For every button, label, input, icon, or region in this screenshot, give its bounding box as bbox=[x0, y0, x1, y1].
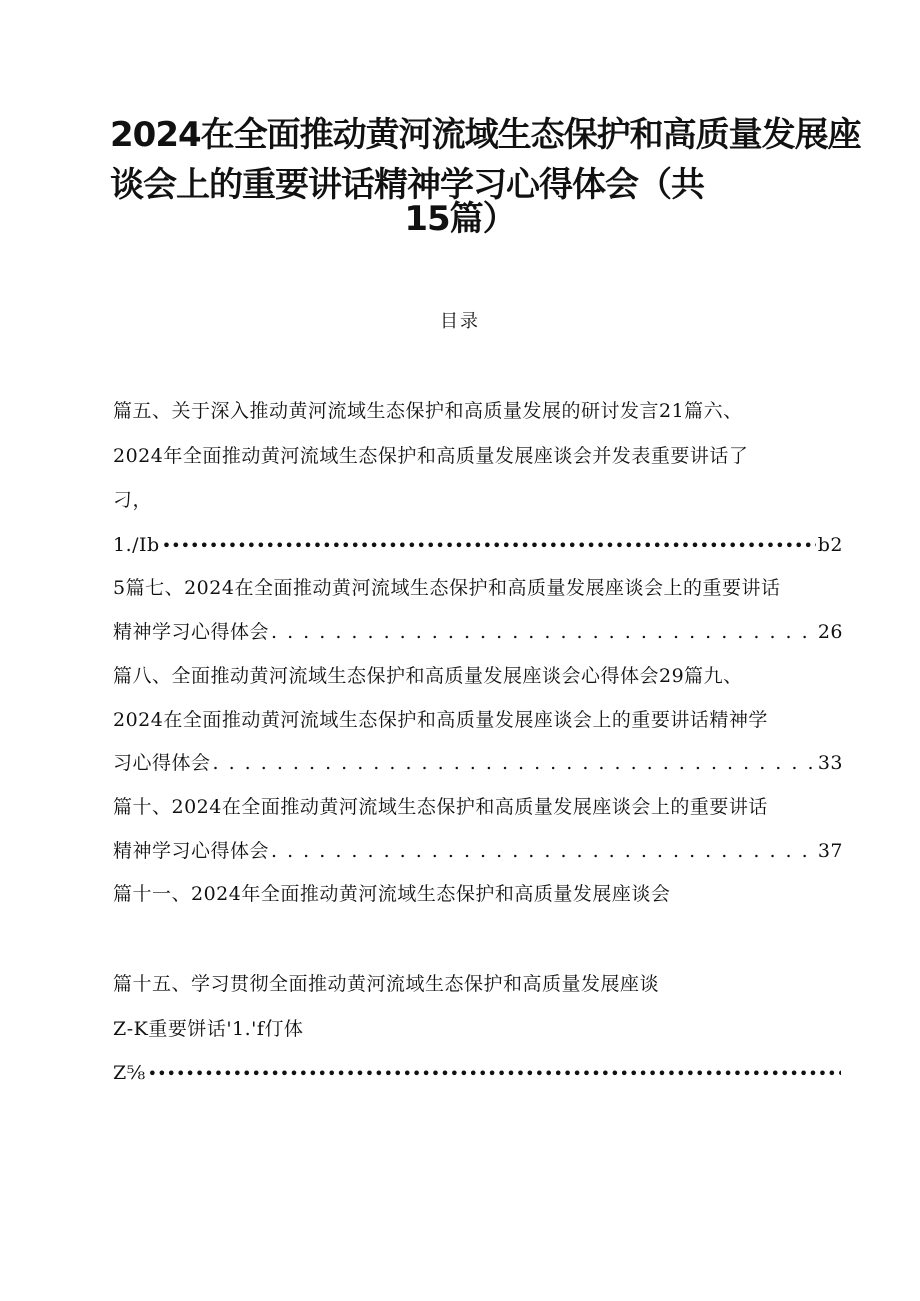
toc-line: Z-K重要饼话'1.'f仃体 bbox=[113, 1018, 304, 1040]
toc-entry-text: 习心得体会 bbox=[113, 752, 211, 774]
document-title-line-1: 2024在全面推动黄河流域生态保护和高质量发展座 bbox=[110, 115, 861, 155]
toc-entry-page: 26 bbox=[817, 621, 843, 643]
toc-entry-page: b2 bbox=[817, 534, 843, 556]
toc-leader-dots bbox=[271, 837, 816, 865]
toc-line: 篇五、关于深入推动黄河流域生态保护和高质量发展的研讨发言21篇六、 bbox=[113, 400, 743, 422]
toc-line: 2024年全面推动黄河流域生态保护和高质量发展座谈会并发表重要讲话了 bbox=[113, 445, 749, 467]
toc-entry-page: 33 bbox=[817, 752, 843, 774]
toc-entry bbox=[113, 618, 843, 646]
toc-leader-dots bbox=[162, 531, 816, 560]
toc-leader-dots bbox=[148, 1059, 841, 1088]
document-title-line-2: 谈会上的重要讲话精神学习心得体会（共 bbox=[110, 165, 704, 205]
toc-line: 篇十五、学习贯彻全面推动黄河流域生态保护和高质量发展座谈 bbox=[113, 973, 660, 995]
toc-line: 5篇七、2024在全面推动黄河流域生态保护和高质量发展座谈会上的重要讲话 bbox=[113, 577, 781, 599]
toc-heading: 目录 bbox=[440, 311, 480, 332]
toc-line: 刁， bbox=[113, 489, 153, 511]
document-title-line-3: 15篇） bbox=[404, 199, 516, 239]
toc-line: 篇十、2024在全面推动黄河流域生态保护和高质量发展座谈会上的重要讲话 bbox=[113, 796, 768, 818]
toc-entry-text: 精神学习心得体会 bbox=[113, 840, 270, 862]
toc-entry bbox=[113, 531, 843, 560]
toc-entry-text: 1./Ib bbox=[113, 534, 160, 556]
toc-leader-dots bbox=[213, 749, 816, 777]
toc-entry bbox=[113, 1059, 843, 1088]
toc-entry bbox=[113, 749, 843, 777]
toc-line: 2024在全面推动黄河流域生态保护和高质量发展座谈会上的重要讲话精神学 bbox=[113, 709, 768, 731]
toc-line: 篇八、全面推动黄河流域生态保护和高质量发展座谈会心得体会29篇九、 bbox=[113, 665, 743, 687]
toc-entry-text: Z⅝ bbox=[113, 1062, 146, 1084]
toc-entry bbox=[113, 837, 843, 865]
toc-entry-text: 精神学习心得体会 bbox=[113, 621, 270, 643]
toc-leader-dots bbox=[271, 618, 816, 646]
toc-entry-page: 37 bbox=[817, 840, 843, 862]
toc-line: 篇十一、2024年全面推动黄河流域生态保护和高质量发展座谈会 bbox=[113, 883, 671, 905]
